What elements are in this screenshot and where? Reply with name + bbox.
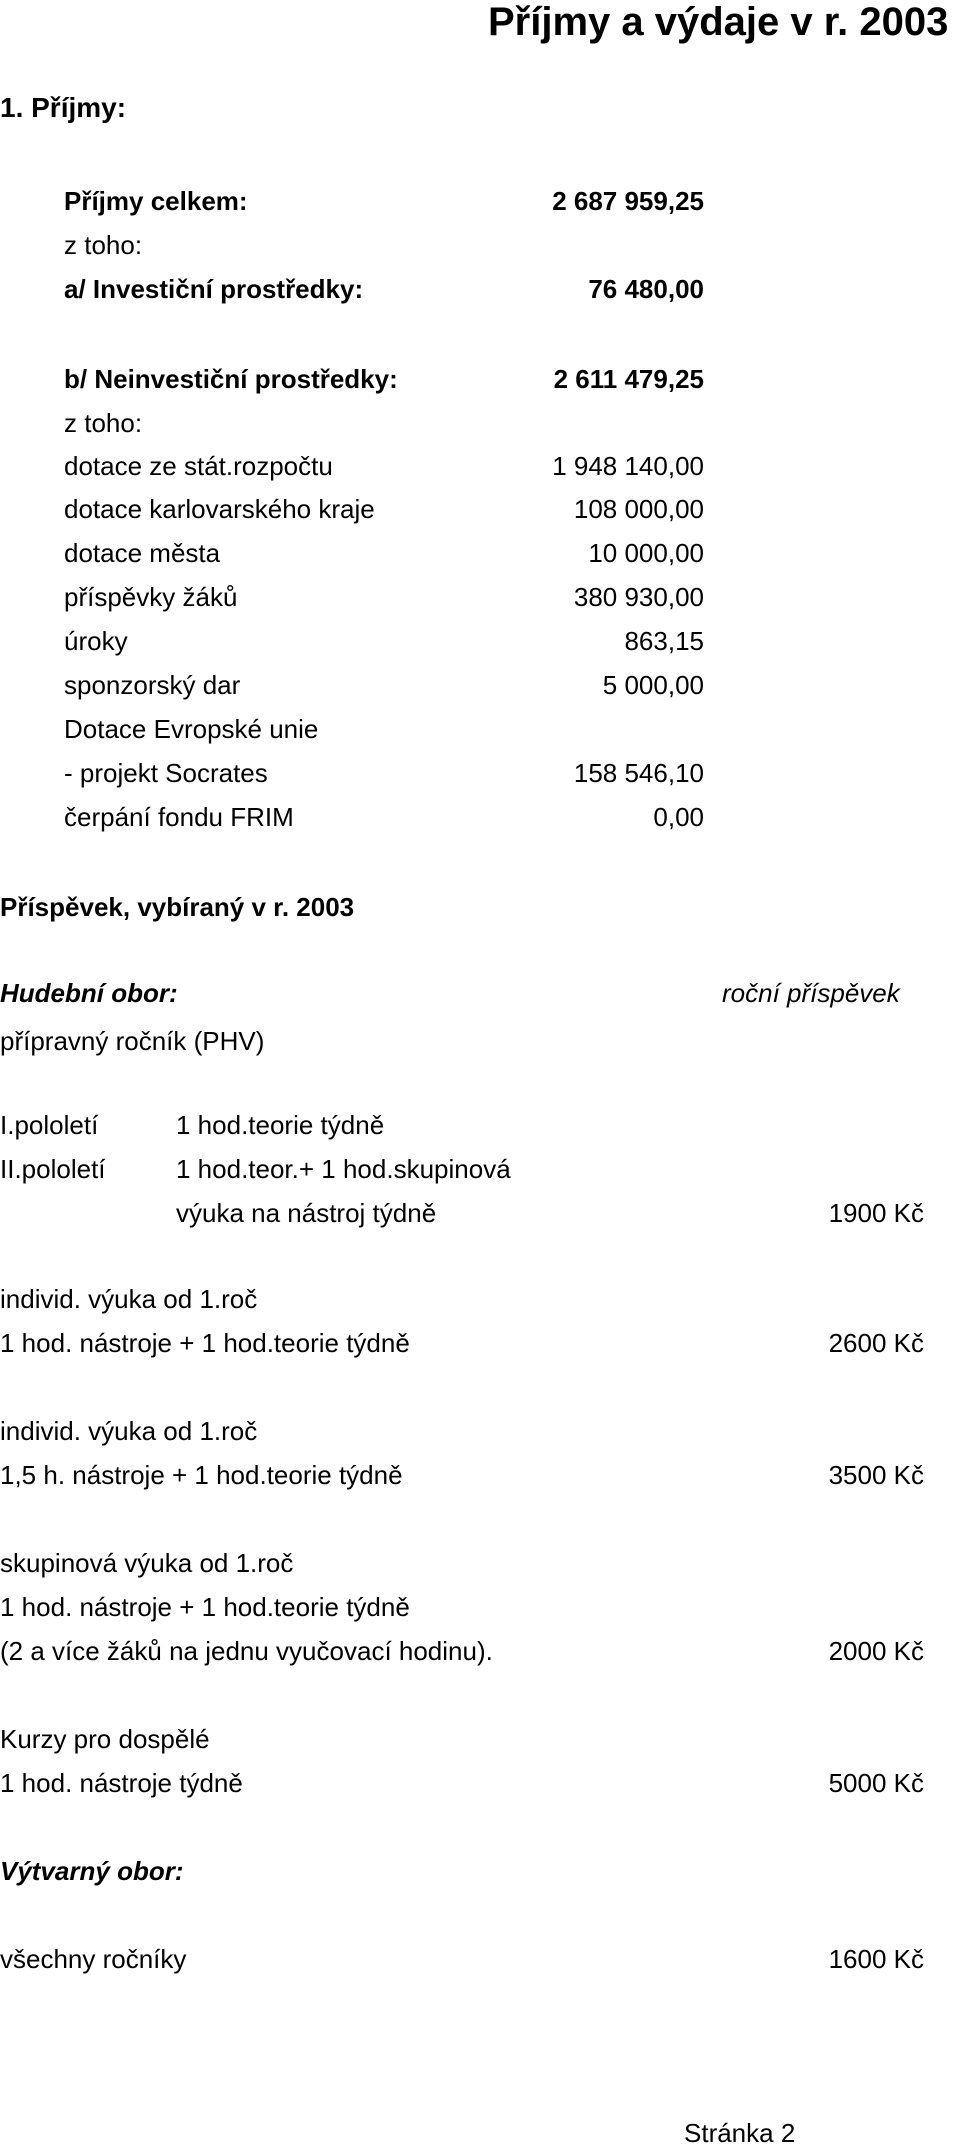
of-which-label: z toho: (64, 408, 143, 438)
individual2-line1: individ. výuka od 1.roč (0, 1416, 258, 1446)
item-value: 158 546,10 (573, 758, 704, 788)
page-title: Příjmy a výdaje v r. 2003 (488, 0, 949, 44)
art-all-years: všechny ročníky (0, 1944, 187, 1974)
of-which-label: z toho: (64, 230, 143, 260)
item-value: 863,15 (624, 626, 704, 656)
investment-value: 76 480,00 (588, 274, 704, 304)
item-label: dotace karlovarského kraje (64, 494, 375, 524)
total-income-value: 2 687 959,25 (552, 186, 704, 216)
item-value: 108 000,00 (573, 494, 704, 524)
semester2-text-2: výuka na nástroj týdně (176, 1198, 437, 1228)
fee-section-heading: Příspěvek, vybíraný v r. 2003 (0, 892, 355, 922)
group-line2: 1 hod. nástroje + 1 hod.teorie týdně (0, 1592, 410, 1622)
item-label: dotace ze stát.rozpočtu (64, 451, 333, 481)
item-label: úroky (64, 626, 128, 656)
item-value: 5 000,00 (602, 670, 704, 700)
individual1-line1: individ. výuka od 1.roč (0, 1284, 258, 1314)
art-department-label: Výtvarný obor: (0, 1856, 184, 1886)
semester1-label: I.pololetí (0, 1110, 99, 1140)
page-number: Stránka 2 (684, 2118, 796, 2148)
item-label: Dotace Evropské unie (64, 714, 319, 744)
group-line3: (2 a více žáků na jednu vyučovací hodinu). (0, 1636, 493, 1666)
section-heading-income: 1. Příjmy: (0, 92, 127, 123)
item-label: čerpání fondu FRIM (64, 802, 294, 832)
group-line1: skupinová výuka od 1.roč (0, 1548, 294, 1578)
item-value: 0,00 (653, 802, 704, 832)
individual2-price: 3500 Kč (828, 1460, 924, 1490)
semester2-label: II.pololetí (0, 1154, 106, 1184)
adult-price: 5000 Kč (828, 1768, 924, 1798)
item-label: příspěvky žáků (64, 582, 238, 612)
investment-label: a/ Investiční prostředky: (64, 274, 364, 304)
item-value: 380 930,00 (573, 582, 704, 612)
phv-price: 1900 Kč (828, 1198, 924, 1228)
phv-label: přípravný ročník (PHV) (0, 1026, 265, 1056)
art-price: 1600 Kč (828, 1944, 924, 1974)
item-value: 10 000,00 (588, 538, 704, 568)
adult-line1: Kurzy pro dospělé (0, 1724, 210, 1754)
item-label: sponzorský dar (64, 670, 241, 700)
total-income-label: Příjmy celkem: (64, 186, 248, 216)
adult-line2: 1 hod. nástroje týdně (0, 1768, 243, 1798)
semester2-text: 1 hod.teor.+ 1 hod.skupinová (176, 1154, 511, 1184)
individual1-line2: 1 hod. nástroje + 1 hod.teorie týdně (0, 1328, 410, 1358)
group-price: 2000 Kč (828, 1636, 924, 1666)
item-label: dotace města (64, 538, 221, 568)
individual1-price: 2600 Kč (828, 1328, 924, 1358)
individual2-line2: 1,5 h. nástroje + 1 hod.teorie týdně (0, 1460, 403, 1490)
music-department-label: Hudební obor: (0, 978, 178, 1008)
non-investment-label: b/ Neinvestiční prostředky: (64, 364, 398, 394)
item-value: 1 948 140,00 (552, 451, 704, 481)
item-label: - projekt Socrates (64, 758, 268, 788)
annual-fee-header: roční příspěvek (722, 978, 900, 1008)
non-investment-value: 2 611 479,25 (553, 364, 704, 394)
semester1-text: 1 hod.teorie týdně (176, 1110, 385, 1140)
